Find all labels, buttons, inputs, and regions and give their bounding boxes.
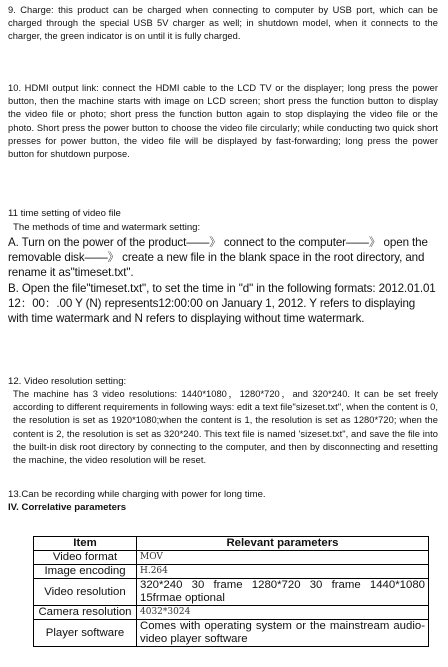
resolution-paragraph: The machine has 3 video resolutions: 1440*1080，1280*720，and 320*240. It can be set freely according to different requirements in following ways: edit a text file"sizeset.txt", when the content is 0, the resolution is set as 1920*1080;when the content is 1, the resolution is set as 1280*720; when the content is 2, the resolution is set as 320*240. This text file is named 'sizeset.txt", and save the file into the built-in disk root directory by connecting to the computer, and then by disconnecting and resetting the machine, the video resolution will be reset. [13,389,438,466]
table-cell-item: Video format [34,551,137,565]
resolution-title: 12. Video resolution setting: [8,376,127,387]
table-cell-item: Camera resolution [34,606,137,620]
table-cell-value: H.264 [137,565,429,579]
time-setting-subtitle: The methods of time and watermark setting: [13,222,201,233]
table-cell-value: MOV [137,551,429,565]
charge-paragraph: 9. Charge: this product can be charged when connecting to computer by USB port, which can be charged through the special USB 5V charger as well; in shutdown model, when it connects to the charger, the green indicator is on until it is fully charged. [8,5,438,42]
table-row [34,606,429,620]
time-setting-step-b: B. Open the file"timeset.txt", to set the time in "d" in the following formats: 2012.01.01 12：00：.00 Y (N) represents12:00:00 on January 1, 2012. Y refers to displaying with time watermark and N refers to displaying without time watermark. [8,282,436,326]
time-setting-step-a: A. Turn on the power of the product——》 connect to the computer——》 open the removable disk——》 create a new file in the blank space in the root directory, and rename it as"timeset.txt". [8,236,428,280]
table-cell-value: 4032*3024 [137,606,429,620]
time-setting-title: 11 time setting of video file [8,208,121,219]
recording-note: 13.Can be recording while charging with power for long time. [8,489,266,500]
table-header-parameters: Relevant parameters [137,537,429,551]
table-row [34,579,429,606]
table-header-item: Item [34,537,137,551]
table-row [34,620,429,647]
table-cell-item: Player software [34,620,137,647]
table-cell-item: Image encoding [34,565,137,579]
table-header-row [34,537,429,551]
table-cell-item: Video resolution [34,579,137,606]
parameters-heading: IV. Correlative parameters [8,502,127,513]
parameters-table [33,536,429,647]
table-row [34,565,429,579]
table-row [34,551,429,565]
hdmi-paragraph: 10. HDMI output link: connect the HDMI cable to the LCD TV or the displayer; long press the power button, then the machine starts with image on LCD screen; short press the function button to display the video file or photo; short press the function button again to stop displaying the video file or the photo. Short press the power button to choose the video file circularly; while conducting two quick short presses for power button, the video file will be displayed by fast-forwarding; long press the power button for shutdown purpose. [8,83,438,160]
table-cell-value: Comes with operating system or the mainstream audio-video player software [137,620,429,647]
table-cell-value: 320*240 30 frame 1280*720 30 frame 1440*1080 15frmae optional [137,579,429,606]
